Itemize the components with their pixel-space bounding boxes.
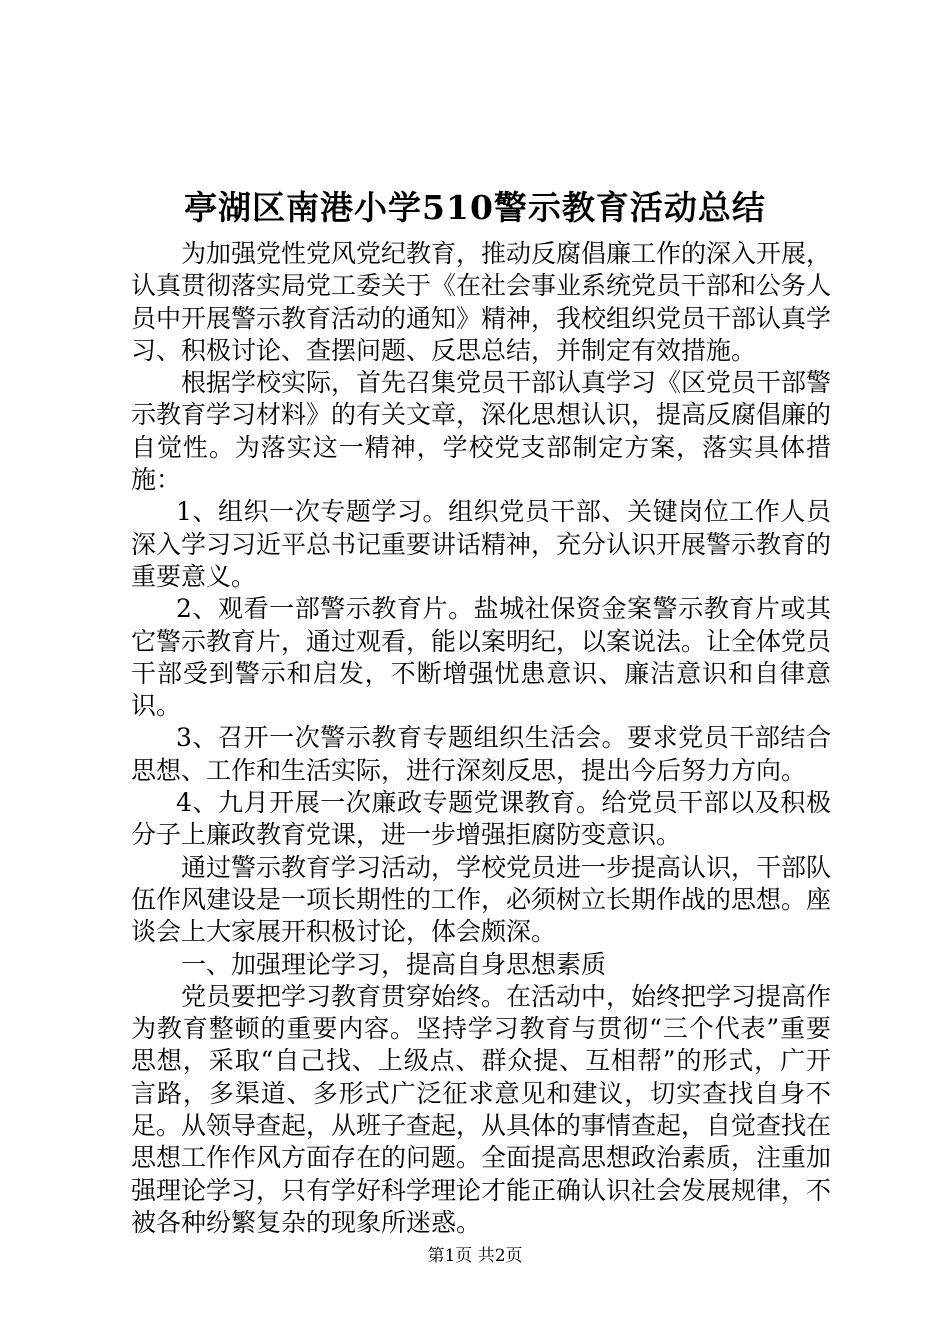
list-item-4: 4、九月开展一次廉政专题党课教育。给党员干部以及积极分子上廉政教育党课，进一步增强拒腐防变意识。 bbox=[131, 788, 831, 850]
list-item-1: 1、组织一次专题学习。组织党员干部、关键岗位工作人员深入学习习近平总书记重要讲话精神，充分认识开展警示教育的重要意义。 bbox=[131, 497, 832, 591]
paragraph-summary: 通过警示教育学习活动，学校党员进一步提高认识，干部队伍作风建设是一项长期性的工作，必须树立长期作战的思想。座谈会上大家展开积极讨论，体会颇深。 bbox=[131, 852, 832, 947]
document-title: 亭湖区南港小学510警示教育活动总结 bbox=[184, 188, 766, 227]
paragraph-intro: 为加强党性党风党纪教育，推动反腐倡廉工作的深入开展，认真贯彻落实局党工委关于《在社会事业系统党员干部和公务人员中开展警示教育活动的通知》精神，我校组织党员干部认真学习、积极讨论、查摆问题、反思总结，并制定有效措施。 bbox=[131, 239, 832, 365]
document-body bbox=[131, 238, 831, 1239]
list-item-2: 2、观看一部警示教育片。盐城社保资金案警示教育片或其它警示教育片，通过观看，能以案明纪，以案说法。让全体党员干部受到警示和启发，不断增强忧患意识、廉洁意识和自律意识。 bbox=[131, 594, 832, 721]
section-heading-1: 一、加强理论学习，提高自身思想素质 bbox=[181, 949, 607, 979]
paragraph-section-1: 党员要把学习教育贯穿始终。在活动中，始终把学习提高作为教育整顿的重要内容。坚持学习教育与贯彻“三个代表”重要思想，采取“自己找、上级点、群众提、互相帮”的形式，广开言路，多渠道、多形式广泛征求意见和建议，切实查找自身不足。从领导查起，从班子查起，从具体的事情查起，自觉查找在思想工作作风方面存在的问题。全面提高思想政治素质，注重加强理论学习，只有学好科学理论才能正确认识社会发展规律，不被各种纷繁复杂的现象所迷惑。 bbox=[131, 981, 832, 1237]
page-number-footer: 第1页 共2页 bbox=[427, 1246, 523, 1266]
list-item-3: 3、召开一次警示教育专题组织生活会。要求党员干部结合思想、工作和生活实际，进行深刻反思，提出今后努力方向。 bbox=[131, 723, 831, 785]
paragraph-measures: 根据学校实际，首先召集党员干部认真学习《区党员干部警示教育学习材料》的有关文章，深化思想认识，提高反腐倡廉的自觉性。为落实这一精神，学校党支部制定方案，落实具体措施： bbox=[131, 368, 832, 495]
